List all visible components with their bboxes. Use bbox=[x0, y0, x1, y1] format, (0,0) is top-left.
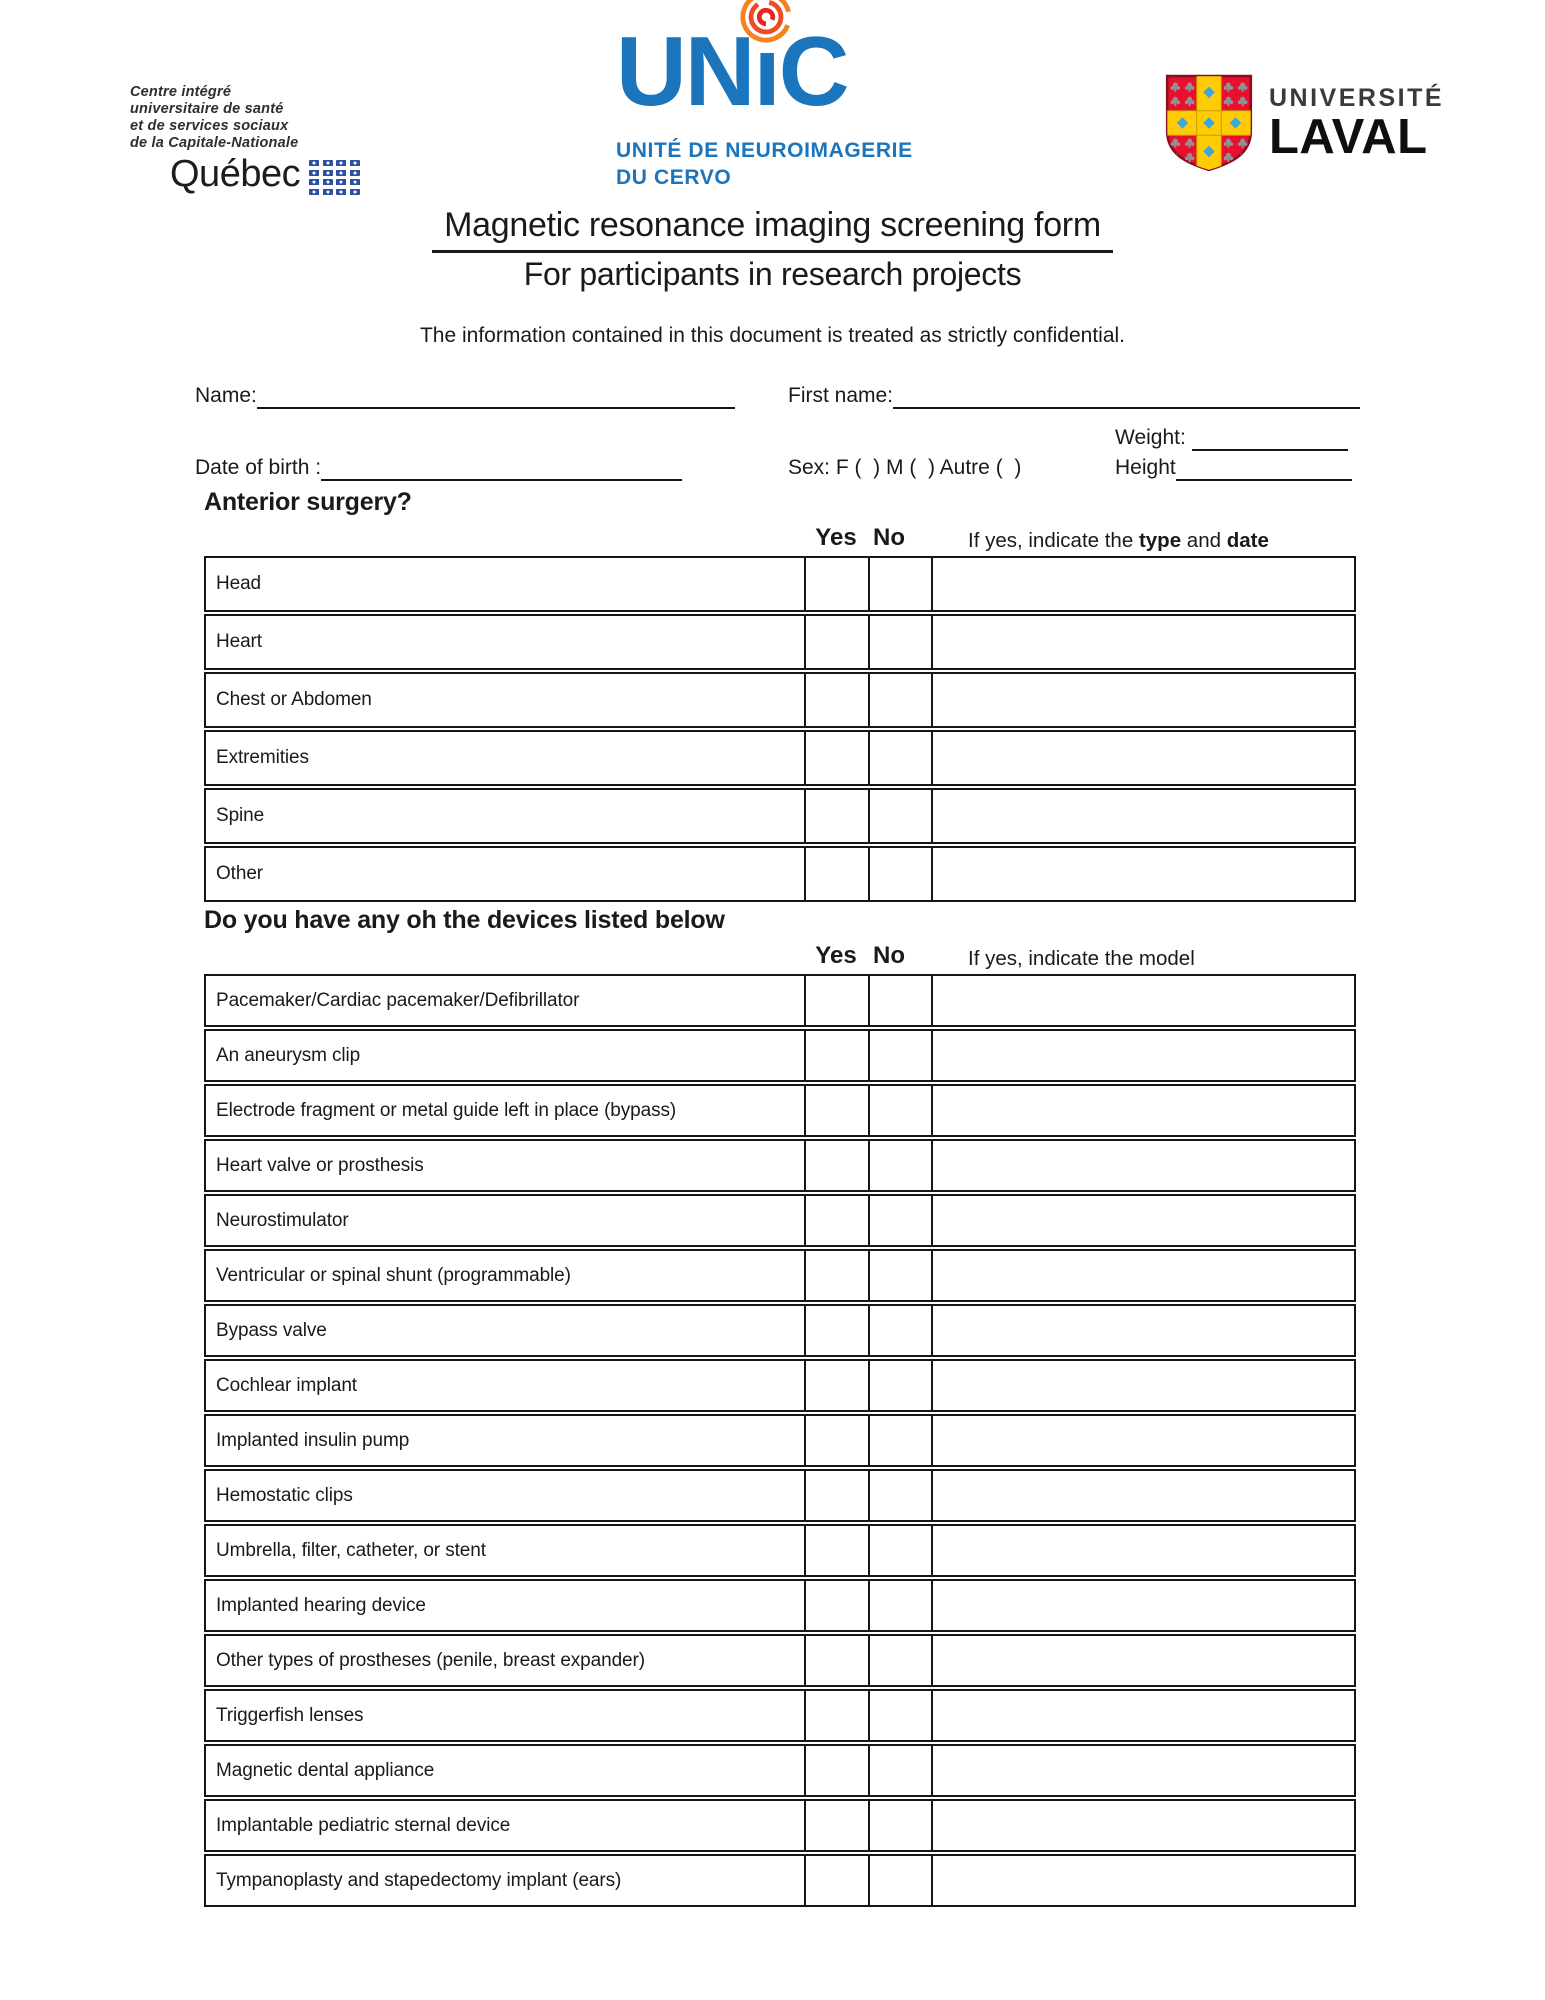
device-no-checkbox-cell[interactable] bbox=[868, 1361, 931, 1410]
device-row-label-text: Implanted hearing device bbox=[216, 1594, 426, 1616]
date-of-birth-field bbox=[195, 456, 682, 481]
device-no-checkbox-cell[interactable] bbox=[868, 1636, 931, 1685]
name-label: Name: bbox=[195, 384, 257, 407]
surgery-table-row bbox=[204, 614, 1356, 670]
device-row-label bbox=[206, 1086, 804, 1135]
device-row-label bbox=[206, 1416, 804, 1465]
device-model-input-cell[interactable] bbox=[931, 1526, 1354, 1575]
laval-laval-text: LAVAL bbox=[1269, 109, 1428, 164]
quebec-flag-icon bbox=[309, 179, 333, 195]
device-row-label-text: Neurostimulator bbox=[216, 1209, 349, 1231]
device-row-label bbox=[206, 1801, 804, 1850]
first-name-field bbox=[788, 384, 1360, 409]
name-blank-line[interactable] bbox=[257, 385, 735, 409]
device-row-label bbox=[206, 1031, 804, 1080]
ciusss-line1: Centre intégré bbox=[130, 84, 232, 100]
device-model-input-cell[interactable] bbox=[931, 1471, 1354, 1520]
surgery-table-row bbox=[204, 730, 1356, 786]
devices-section-heading: Do you have any oh the devices listed below bbox=[204, 906, 725, 934]
device-no-checkbox-cell[interactable] bbox=[868, 976, 931, 1025]
device-model-input-cell[interactable] bbox=[931, 1306, 1354, 1355]
surgery-row-label-text: Extremities bbox=[216, 747, 309, 768]
device-yes-checkbox-cell[interactable] bbox=[804, 1031, 868, 1080]
page-title: Magnetic resonance imaging screening form bbox=[432, 206, 1113, 253]
weight-field bbox=[1115, 426, 1348, 451]
device-model-input-cell[interactable] bbox=[931, 1581, 1354, 1630]
devices-yes-column-header: Yes bbox=[815, 942, 857, 969]
surgery-ifyes-date: date bbox=[1226, 529, 1269, 552]
page-subtitle: For participants in research projects bbox=[523, 256, 1022, 292]
surgery-yes-checkbox-cell[interactable] bbox=[804, 616, 868, 668]
surgery-row-label bbox=[206, 790, 804, 842]
devices-ifyes-column-header: If yes, indicate the model bbox=[968, 947, 1195, 970]
device-row-label-text: Other types of prostheses (penile, breast expander) bbox=[216, 1649, 645, 1671]
surgery-detail-input-cell[interactable] bbox=[931, 732, 1354, 784]
device-row-label-text: An aneurysm clip bbox=[216, 1044, 361, 1066]
unic-wordmark bbox=[616, 16, 926, 130]
device-no-checkbox-cell[interactable] bbox=[868, 1691, 931, 1740]
surgery-no-checkbox-cell[interactable] bbox=[868, 674, 931, 726]
device-row-label-text: Bypass valve bbox=[216, 1319, 327, 1341]
surgery-ifyes-and: and bbox=[1181, 529, 1227, 552]
laval-wordmark bbox=[1269, 84, 1444, 163]
device-row-label-text: Heart valve or prosthesis bbox=[216, 1154, 424, 1176]
surgery-detail-input-cell[interactable] bbox=[931, 674, 1354, 726]
device-row-label bbox=[206, 976, 804, 1025]
device-yes-checkbox-cell[interactable] bbox=[804, 976, 868, 1025]
devices-table-row bbox=[204, 1469, 1356, 1522]
devices-table-row bbox=[204, 1854, 1356, 1907]
device-row-label bbox=[206, 1471, 804, 1520]
surgery-detail-input-cell[interactable] bbox=[931, 848, 1354, 900]
device-row-label bbox=[206, 1581, 804, 1630]
name-field bbox=[195, 384, 735, 409]
device-yes-checkbox-cell[interactable] bbox=[804, 1526, 868, 1575]
device-row-label-text: Umbrella, filter, catheter, or stent bbox=[216, 1539, 486, 1561]
surgery-row-label-text: Head bbox=[216, 573, 262, 594]
surgery-yes-checkbox-cell[interactable] bbox=[804, 558, 868, 610]
unic-letter-i bbox=[753, 16, 779, 126]
devices-table-row bbox=[204, 1744, 1356, 1797]
surgery-yes-checkbox-cell[interactable] bbox=[804, 732, 868, 784]
unic-logo bbox=[616, 16, 926, 192]
surgery-ifyes-column-header bbox=[968, 529, 1269, 553]
surgery-table-row bbox=[204, 788, 1356, 844]
device-model-input-cell[interactable] bbox=[931, 1856, 1354, 1905]
surgery-yes-checkbox-cell[interactable] bbox=[804, 674, 868, 726]
device-yes-checkbox-cell[interactable] bbox=[804, 1416, 868, 1465]
device-yes-checkbox-cell[interactable] bbox=[804, 1746, 868, 1795]
surgery-row-label-text: Spine bbox=[216, 805, 265, 826]
devices-table-row bbox=[204, 1084, 1356, 1137]
device-yes-checkbox-cell[interactable] bbox=[804, 1691, 868, 1740]
first-name-blank-line[interactable] bbox=[893, 385, 1360, 409]
device-no-checkbox-cell[interactable] bbox=[868, 1196, 931, 1245]
surgery-row-label-text: Other bbox=[216, 863, 264, 884]
devices-table-row bbox=[204, 1249, 1356, 1302]
surgery-yes-checkbox-cell[interactable] bbox=[804, 848, 868, 900]
surgery-table bbox=[204, 556, 1356, 902]
device-row-label-text: Pacemaker/Cardiac pacemaker/Defibrillator bbox=[216, 989, 580, 1011]
laval-logo bbox=[1162, 72, 1444, 174]
device-row-label-text: Magnetic dental appliance bbox=[216, 1759, 435, 1781]
device-yes-checkbox-cell[interactable] bbox=[804, 1306, 868, 1355]
device-yes-checkbox-cell[interactable] bbox=[804, 1251, 868, 1300]
device-no-checkbox-cell[interactable] bbox=[868, 1801, 931, 1850]
device-row-label bbox=[206, 1196, 804, 1245]
surgery-row-label-text: Chest or Abdomen bbox=[216, 689, 372, 710]
weight-blank-line[interactable] bbox=[1192, 427, 1348, 451]
surgery-row-label bbox=[206, 848, 804, 900]
unic-letter-c: C bbox=[778, 16, 848, 126]
device-model-input-cell[interactable] bbox=[931, 1196, 1354, 1245]
device-yes-checkbox-cell[interactable] bbox=[804, 1636, 868, 1685]
surgery-row-label bbox=[206, 732, 804, 784]
ciusss-quebec-logo bbox=[130, 84, 360, 196]
surgery-ifyes-prefix: If yes, indicate the bbox=[968, 529, 1139, 552]
devices-table-row bbox=[204, 1579, 1356, 1632]
surgery-detail-input-cell[interactable] bbox=[931, 616, 1354, 668]
devices-table-row bbox=[204, 1524, 1356, 1577]
surgery-row-label bbox=[206, 674, 804, 726]
device-yes-checkbox-cell[interactable] bbox=[804, 1581, 868, 1630]
device-row-label bbox=[206, 1361, 804, 1410]
surgery-table-row bbox=[204, 556, 1356, 612]
ciusss-line3: et de services sociaux bbox=[130, 118, 289, 135]
devices-table-row bbox=[204, 1414, 1356, 1467]
devices-table-row bbox=[204, 1799, 1356, 1852]
device-model-input-cell[interactable] bbox=[931, 1361, 1354, 1410]
quebec-flag-icon bbox=[309, 160, 333, 176]
devices-table-row bbox=[204, 1689, 1356, 1742]
sex-label: Sex: F ( ) M ( ) Autre ( ) bbox=[788, 456, 1022, 479]
device-row-label bbox=[206, 1526, 804, 1575]
surgery-section-heading: Anterior surgery? bbox=[204, 488, 412, 516]
device-no-checkbox-cell[interactable] bbox=[868, 1306, 931, 1355]
surgery-ifyes-type: type bbox=[1138, 529, 1182, 552]
device-no-checkbox-cell[interactable] bbox=[868, 1416, 931, 1465]
ciusss-line2: universitaire de santé bbox=[130, 101, 284, 118]
quebec-flags-icon bbox=[309, 160, 360, 195]
device-no-checkbox-cell[interactable] bbox=[868, 1031, 931, 1080]
device-yes-checkbox-cell[interactable] bbox=[804, 1801, 868, 1850]
device-yes-checkbox-cell[interactable] bbox=[804, 1196, 868, 1245]
device-no-checkbox-cell[interactable] bbox=[868, 1581, 931, 1630]
device-row-label-text: Implanted insulin pump bbox=[216, 1429, 410, 1451]
surgery-no-checkbox-cell[interactable] bbox=[868, 848, 931, 900]
device-row-label-text: Implantable pediatric sternal device bbox=[216, 1814, 511, 1836]
surgery-table-row bbox=[204, 672, 1356, 728]
device-row-label-text: Hemostatic clips bbox=[216, 1484, 353, 1506]
device-model-input-cell[interactable] bbox=[931, 1801, 1354, 1850]
unic-subtitle-line1: UNITÉ DE NEUROIMAGERIE bbox=[616, 139, 913, 162]
device-no-checkbox-cell[interactable] bbox=[868, 1251, 931, 1300]
device-row-label-text: Triggerfish lenses bbox=[216, 1704, 364, 1726]
device-row-label-text: Electrode fragment or metal guide left in place (bypass) bbox=[216, 1099, 677, 1121]
surgery-yes-column-header: Yes bbox=[815, 524, 857, 551]
device-no-checkbox-cell[interactable] bbox=[868, 1746, 931, 1795]
date-of-birth-blank-line[interactable] bbox=[321, 457, 682, 481]
unic-i-stem: ı bbox=[753, 16, 779, 126]
quebec-flag-icon bbox=[336, 179, 360, 195]
device-yes-checkbox-cell[interactable] bbox=[804, 1361, 868, 1410]
device-yes-checkbox-cell[interactable] bbox=[804, 1856, 868, 1905]
device-row-label-text: Cochlear implant bbox=[216, 1374, 357, 1396]
device-row-label bbox=[206, 1856, 804, 1905]
device-no-checkbox-cell[interactable] bbox=[868, 1856, 931, 1905]
quebec-wordmark: Québec bbox=[170, 153, 301, 196]
device-row-label bbox=[206, 1306, 804, 1355]
devices-table bbox=[204, 974, 1356, 1907]
surgery-no-checkbox-cell[interactable] bbox=[868, 732, 931, 784]
unic-subtitle-line2: DU CERVO bbox=[616, 165, 732, 189]
height-blank-line[interactable] bbox=[1176, 457, 1352, 481]
device-no-checkbox-cell[interactable] bbox=[868, 1086, 931, 1135]
device-model-input-cell[interactable] bbox=[931, 1141, 1354, 1190]
device-model-input-cell[interactable] bbox=[931, 976, 1354, 1025]
device-model-input-cell[interactable] bbox=[931, 1416, 1354, 1465]
ciusss-line4: de la Capitale-Nationale bbox=[130, 135, 299, 152]
device-row-label-text: Ventricular or spinal shunt (programmable) bbox=[216, 1264, 571, 1286]
surgery-row-label-text: Heart bbox=[216, 631, 262, 652]
surgery-no-checkbox-cell[interactable] bbox=[868, 558, 931, 610]
device-yes-checkbox-cell[interactable] bbox=[804, 1086, 868, 1135]
surgery-no-checkbox-cell[interactable] bbox=[868, 790, 931, 842]
surgery-yes-checkbox-cell[interactable] bbox=[804, 790, 868, 842]
surgery-detail-input-cell[interactable] bbox=[931, 790, 1354, 842]
device-row-label bbox=[206, 1691, 804, 1740]
devices-no-column-header: No bbox=[873, 942, 905, 969]
quebec-flag-icon bbox=[336, 160, 360, 176]
date-of-birth-label: Date of birth : bbox=[195, 456, 322, 479]
surgery-table-row bbox=[204, 846, 1356, 902]
devices-table-row bbox=[204, 1304, 1356, 1357]
device-row-label bbox=[206, 1251, 804, 1300]
height-label: Height bbox=[1115, 456, 1176, 479]
device-model-input-cell[interactable] bbox=[931, 1636, 1354, 1685]
devices-table-row bbox=[204, 1029, 1356, 1082]
height-field bbox=[1115, 456, 1352, 481]
device-row-label bbox=[206, 1746, 804, 1795]
surgery-row-label bbox=[206, 616, 804, 668]
device-no-checkbox-cell[interactable] bbox=[868, 1141, 931, 1190]
devices-table-row bbox=[204, 1194, 1356, 1247]
device-model-input-cell[interactable] bbox=[931, 1031, 1354, 1080]
surgery-no-checkbox-cell[interactable] bbox=[868, 616, 931, 668]
device-no-checkbox-cell[interactable] bbox=[868, 1526, 931, 1575]
devices-table-row bbox=[204, 1634, 1356, 1687]
first-name-label: First name: bbox=[788, 384, 894, 407]
laval-universite-text: UNIVERSITÉ bbox=[1269, 83, 1445, 112]
laval-shield-icon bbox=[1162, 72, 1256, 174]
device-row-label-text: Tympanoplasty and stapedectomy implant (ears) bbox=[216, 1869, 622, 1891]
device-row-label bbox=[206, 1141, 804, 1190]
device-yes-checkbox-cell[interactable] bbox=[804, 1141, 868, 1190]
unic-letters-un: UN bbox=[616, 16, 754, 126]
devices-table-row bbox=[204, 974, 1356, 1027]
weight-label: Weight: bbox=[1115, 426, 1192, 449]
devices-table-row bbox=[204, 1359, 1356, 1412]
device-no-checkbox-cell[interactable] bbox=[868, 1471, 931, 1520]
surgery-no-column-header: No bbox=[873, 524, 905, 551]
sex-field[interactable] bbox=[788, 456, 1088, 481]
surgery-row-label bbox=[206, 558, 804, 610]
device-yes-checkbox-cell[interactable] bbox=[804, 1471, 868, 1520]
unic-spiral-icon bbox=[739, 0, 793, 44]
surgery-detail-input-cell[interactable] bbox=[931, 558, 1354, 610]
device-model-input-cell[interactable] bbox=[931, 1691, 1354, 1740]
device-model-input-cell[interactable] bbox=[931, 1251, 1354, 1300]
device-row-label bbox=[206, 1636, 804, 1685]
devices-table-row bbox=[204, 1139, 1356, 1192]
ciusss-logo-text bbox=[130, 84, 360, 152]
confidentiality-note: The information contained in this document is treated as strictly confidential. bbox=[419, 324, 1126, 347]
device-model-input-cell[interactable] bbox=[931, 1746, 1354, 1795]
device-model-input-cell[interactable] bbox=[931, 1086, 1354, 1135]
